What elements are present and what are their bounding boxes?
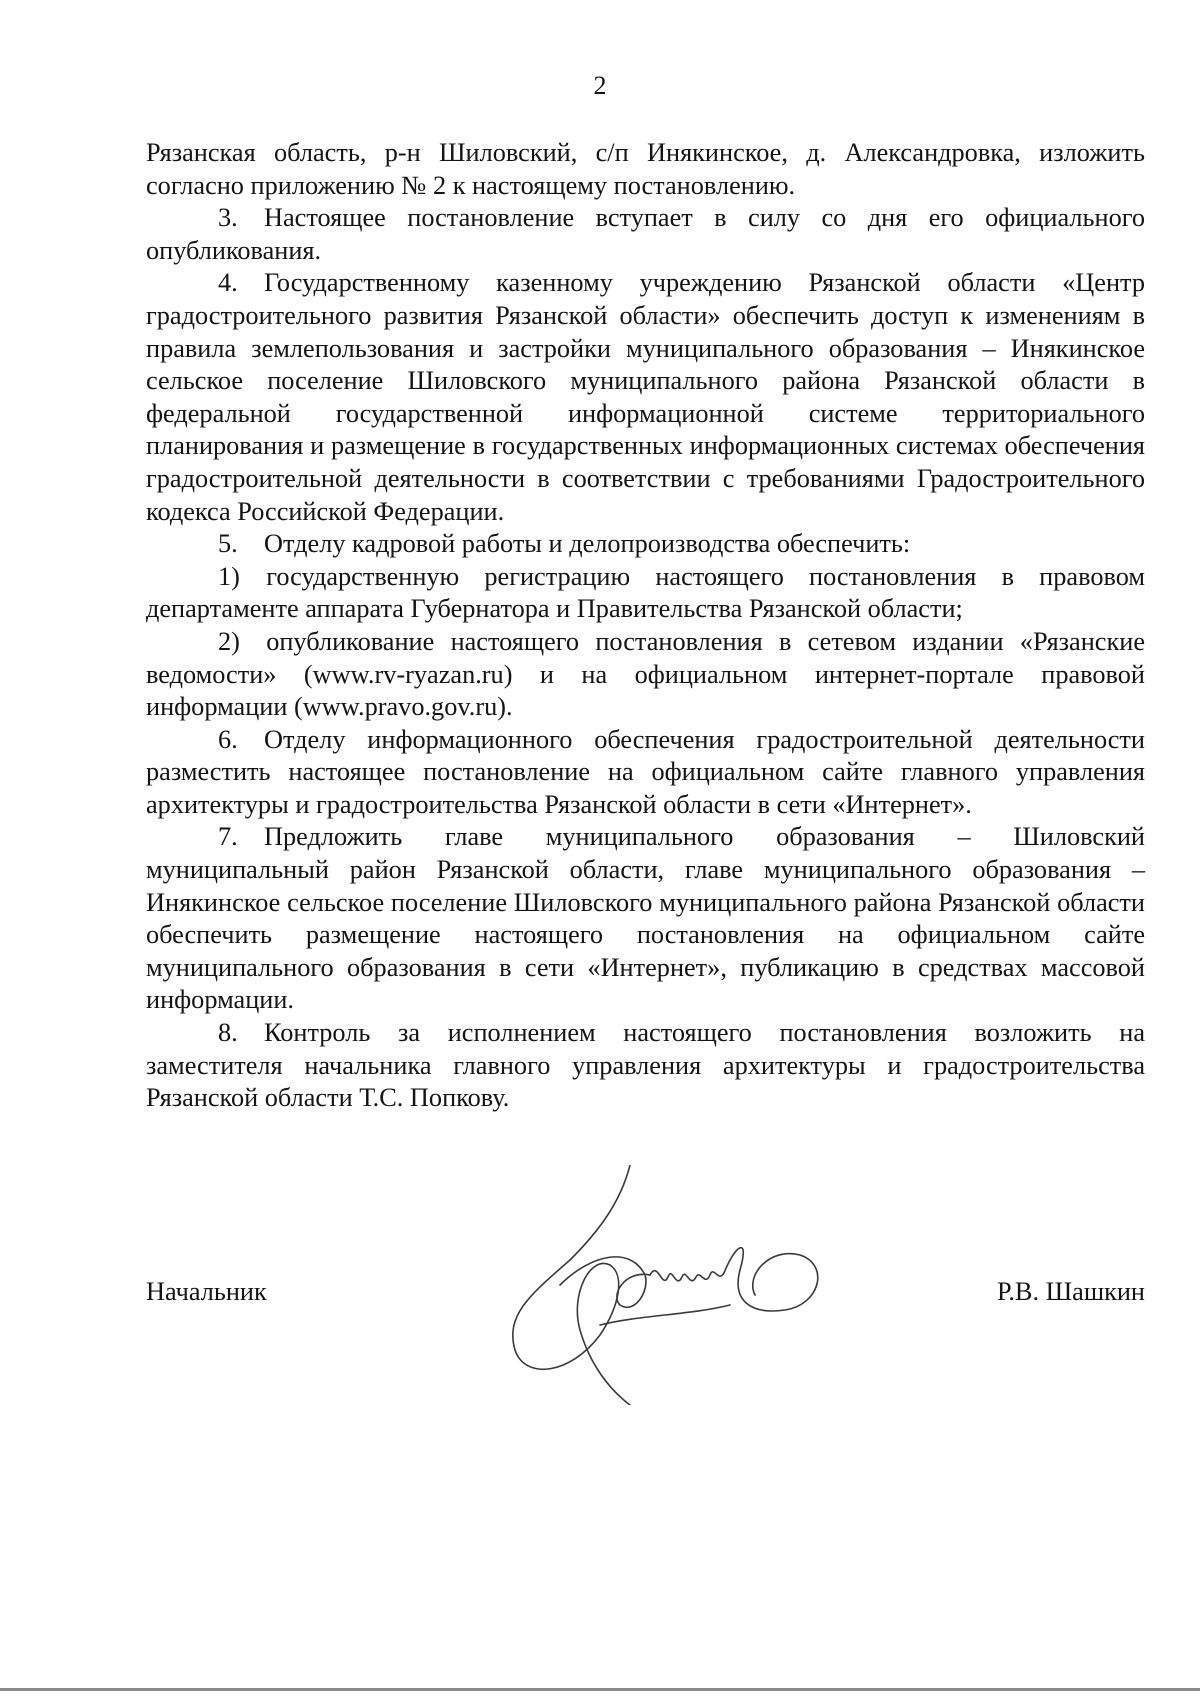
paragraph-4: 4. Государственному казенному учреждению Рязанской области «Центр градостроительного развития Рязанской области» обеспечить доступ к изменениям в правила землепользования и застройки муниципального образования – Инякинское сельское поселение Шиловского муниципального района Рязанской области в федеральной государственной информационной системе территориального планирования и размещение в государственных информационных системах обеспечения градостроительной деятельности в соответствии с требованиями Градостроительного кодекса Российской Федерации. [146, 268, 1145, 526]
paragraph-8: 8. Контроль за исполнением настоящего постановления возложить на заместителя начальника главного управления архитектуры и градостроительства Рязанской области Т.С. Попкову. [146, 1018, 1145, 1113]
signatory-name: Р.В. Шашкин [997, 1277, 1145, 1306]
signature-block [146, 1276, 1145, 1316]
paragraph-6: 6. Отделу информационного обеспечения градостроительной деятельности разместить настоящее постановление на официальном сайте главного управления архитектуры и градостроительства Рязанской области в сети «Интернет». [146, 724, 1145, 819]
paragraph-5-item-1: 1) государственную регистрацию настоящего постановления в правовом департаменте аппарата Губернатора и Правительства Рязанской области; [146, 561, 1145, 624]
page-number: 2 [593, 71, 607, 100]
document-body [146, 137, 1145, 1115]
paragraph-7: 7. Предложить главе муниципального образования – Шиловский муниципальный район Рязанской области, главе муниципального образования – Инякинское сельское поселение Шиловского муниципального района Рязанской области обеспечить размещение настоящего постановления на официальном сайте муниципального образования в сети «Интернет», публикацию в средствах массовой информации. [146, 822, 1145, 1015]
scan-edge-line [0, 1688, 1200, 1691]
paragraph-5: 5. Отделу кадровой работы и делопроизводства обеспечить: [218, 529, 911, 559]
paragraph-5-item-2: 2) опубликование настоящего постановления в сетевом издании «Рязанские ведомости» (www.rv-ryazan.ru) и на официальном интернет-портале правовой информации (www.pravo.gov.ru). [146, 626, 1145, 722]
paragraph-3: 3. Настоящее постановление вступает в силу со дня его официального опубликования. [146, 203, 1145, 265]
signatory-title: Начальник [146, 1277, 267, 1306]
paragraph-continuation: Рязанская область, р-н Шиловский, с/п Инякинское, д. Александровка, изложить согласно приложению № 2 к настоящему постановлению. [146, 138, 1145, 200]
